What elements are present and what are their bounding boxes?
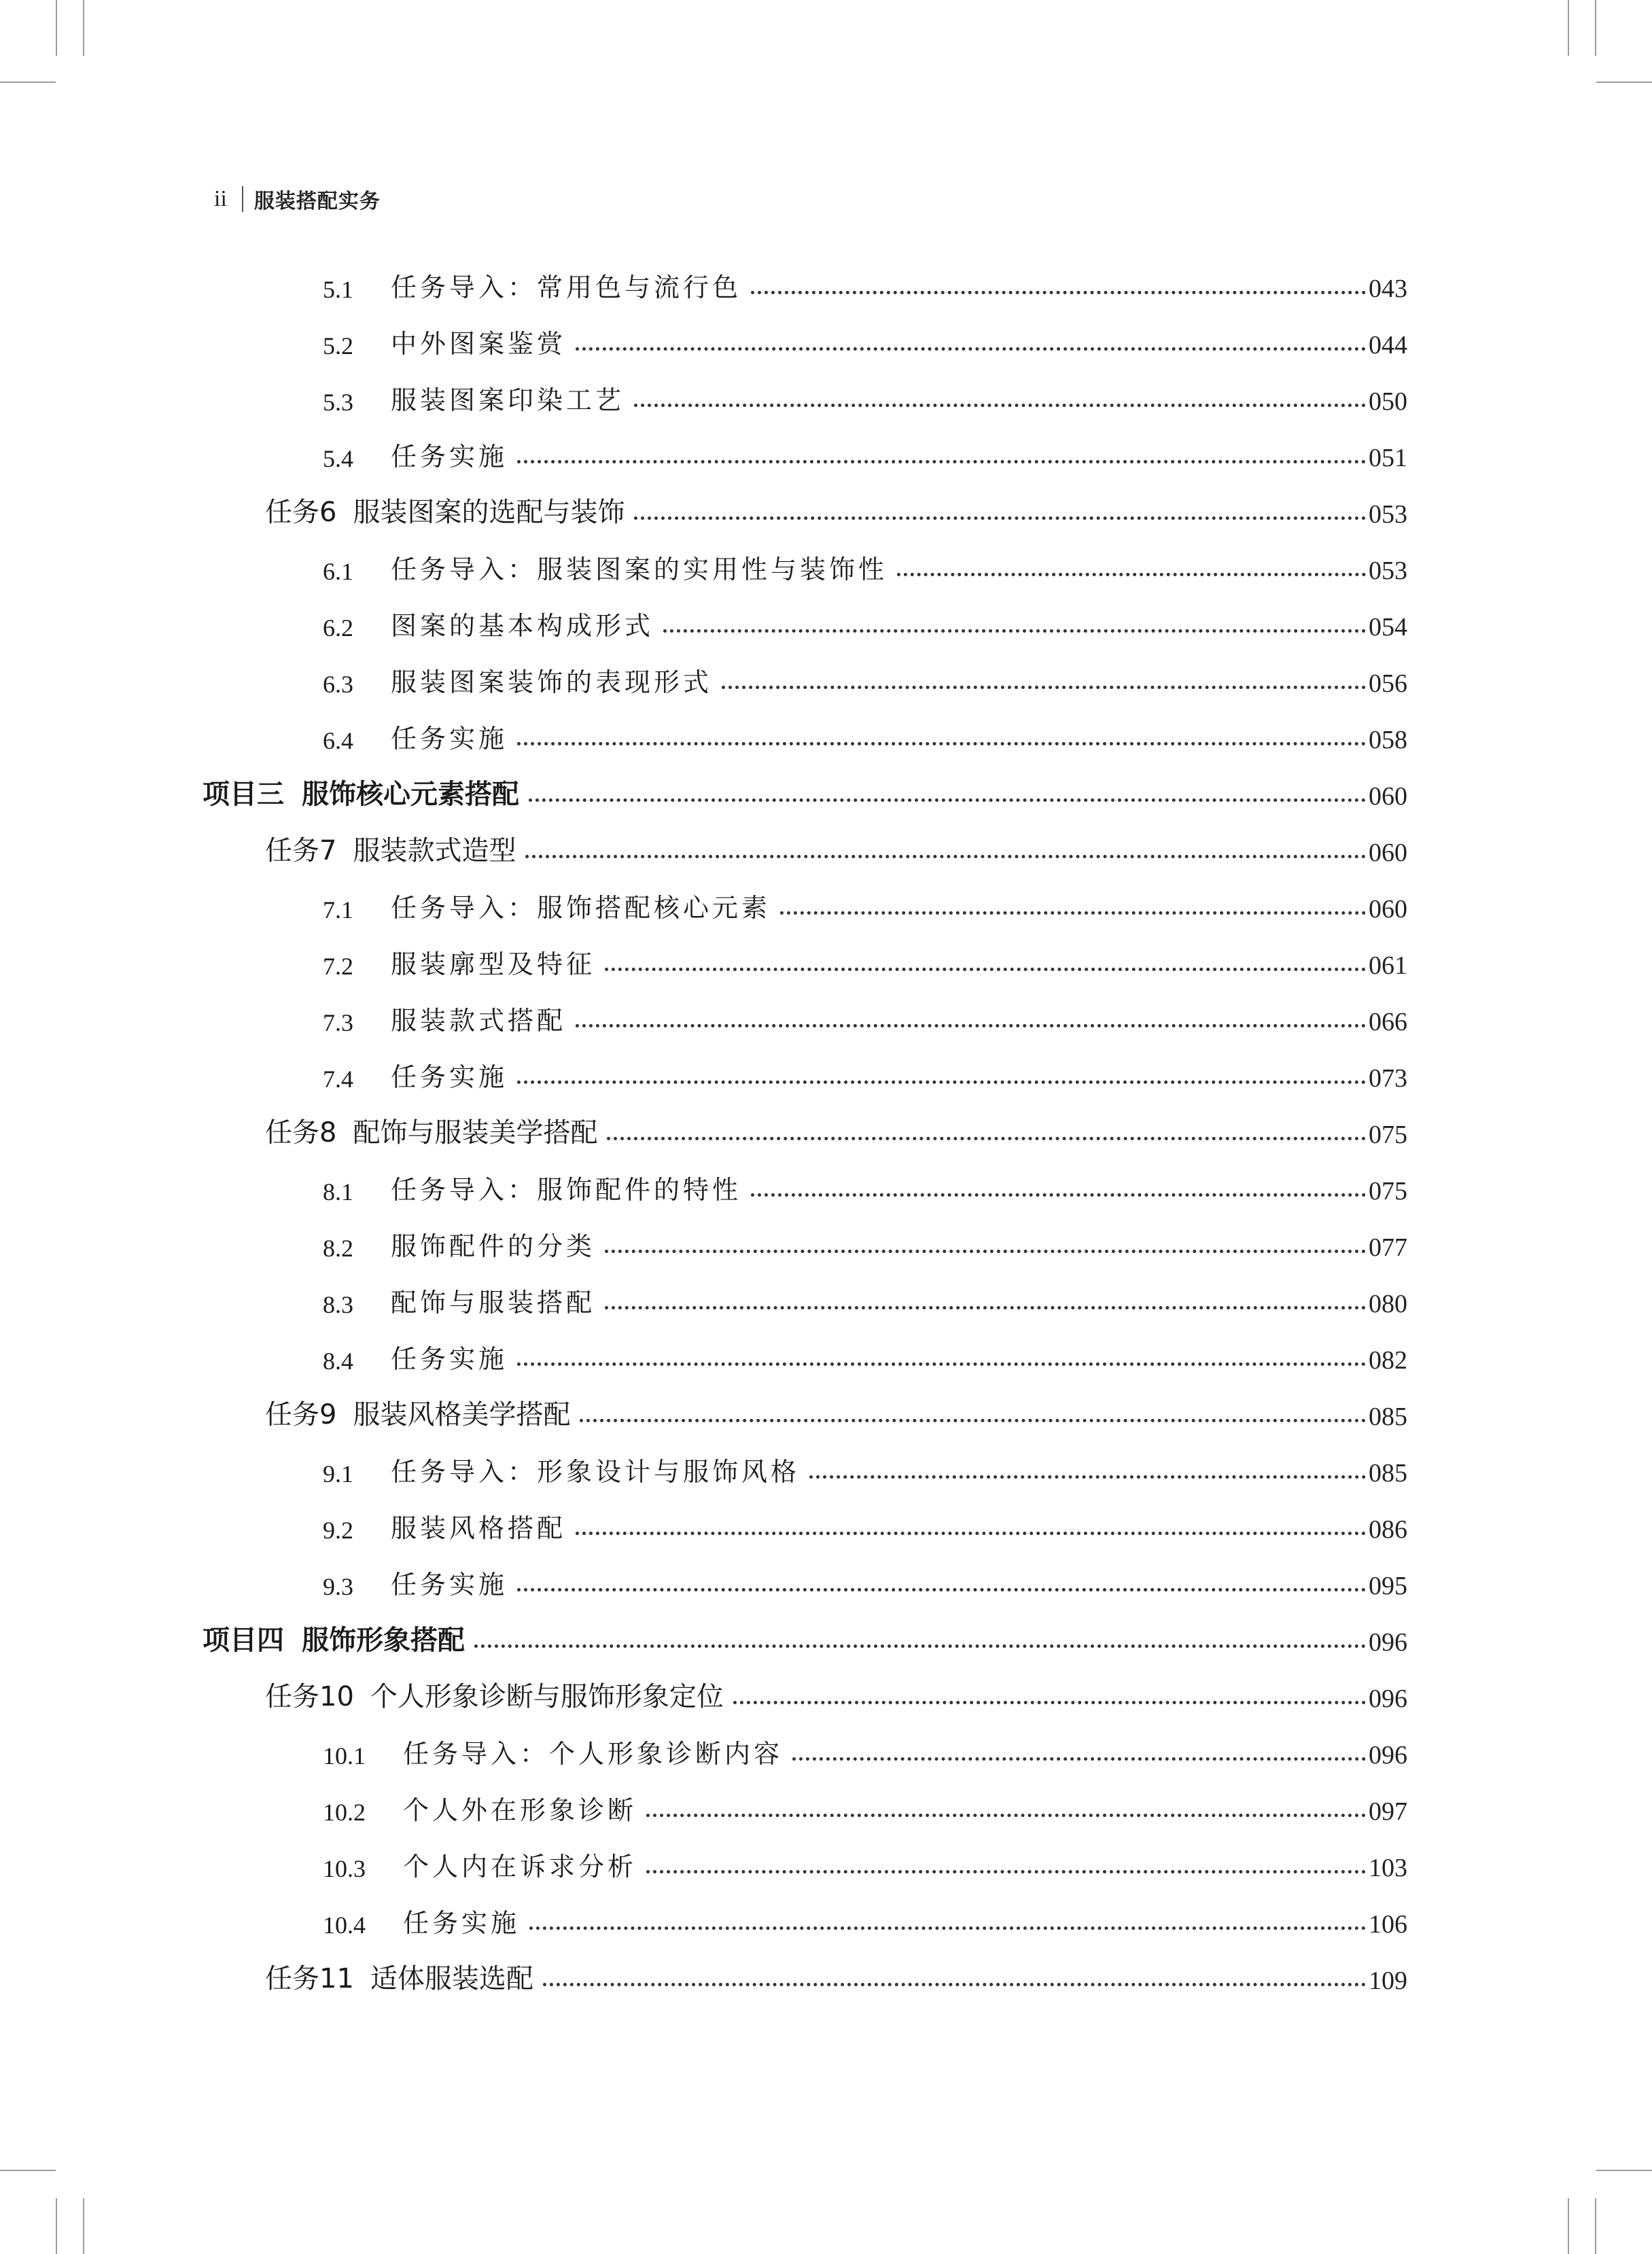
toc-entry-title: 服装款式造型 <box>353 835 516 866</box>
toc-entry-title: 适体服装选配 <box>370 1963 533 1994</box>
header-separator <box>242 186 243 212</box>
toc-entry-sub[interactable] <box>323 1784 1407 1827</box>
toc-entry-number: 6.4 <box>323 727 353 754</box>
toc-dot-leader <box>543 1983 1366 1986</box>
toc-entry-sub[interactable] <box>323 995 1407 1037</box>
toc-entry-sub[interactable] <box>323 713 1407 755</box>
toc-entry-title: 任务实施 <box>403 1908 521 1938</box>
toc-entry-number: 9.1 <box>323 1460 353 1487</box>
toc-entry-number: 9.3 <box>323 1573 353 1600</box>
toc-entry-number: 6.3 <box>323 671 353 698</box>
toc-entry-title: 服饰核心元素搭配 <box>302 779 519 810</box>
toc-entry-title: 任务导入：服饰搭配核心元素 <box>391 893 771 923</box>
toc-entry-number: 8.2 <box>323 1235 353 1262</box>
toc-entry-title: 个人形象诊断与服饰形象定位 <box>370 1681 724 1712</box>
toc-entry-title: 服装图案印染工艺 <box>391 385 625 415</box>
toc-dot-leader <box>605 1306 1366 1309</box>
toc-page-number: 085 <box>1369 1459 1407 1487</box>
toc-page-number: 060 <box>1369 895 1407 923</box>
crop-mark-bottom-right-v2 <box>1595 2198 1596 2254</box>
toc-entry-task[interactable] <box>265 1672 1407 1714</box>
toc-dot-leader <box>751 1193 1366 1197</box>
toc-page-number: 082 <box>1369 1346 1407 1375</box>
toc-entry-number: 6.2 <box>323 614 353 641</box>
toc-entry-task[interactable] <box>265 1108 1407 1150</box>
toc-entry-number: 5.1 <box>323 276 353 303</box>
toc-entry-sub[interactable] <box>323 656 1407 699</box>
toc-entry-number: 7.1 <box>323 896 353 923</box>
toc-entry-number: 10.3 <box>323 1855 366 1882</box>
toc-dot-leader <box>722 686 1366 689</box>
toc-entry-number: 5.3 <box>323 389 353 416</box>
toc-entry-sub[interactable] <box>323 1164 1407 1206</box>
toc-dot-leader <box>474 1644 1366 1648</box>
toc-entry-sub[interactable] <box>323 1897 1407 1939</box>
toc-entry-title: 图案的基本构成形式 <box>391 611 654 641</box>
toc-page-number: 056 <box>1369 669 1407 698</box>
toc-page-number: 095 <box>1369 1572 1407 1600</box>
toc-entry-number: 任务6 <box>265 497 337 528</box>
toc-entry-number: 9.2 <box>323 1517 353 1544</box>
toc-entry-title: 任务实施 <box>391 724 508 754</box>
toc-dot-leader <box>605 968 1366 971</box>
toc-entry-task[interactable] <box>265 1954 1407 1996</box>
toc-entry-number: 8.4 <box>323 1348 353 1375</box>
toc-entry-task[interactable] <box>265 826 1407 868</box>
toc-page-number: 060 <box>1369 782 1407 811</box>
toc-entry-title: 服装图案的选配与装饰 <box>353 497 625 528</box>
toc-page-number: 058 <box>1369 726 1407 754</box>
toc-entry-title: 任务实施 <box>391 1344 508 1374</box>
toc-dot-leader <box>897 573 1366 576</box>
toc-entry-number: 10.1 <box>323 1742 366 1769</box>
toc-entry-number: 10.2 <box>323 1799 366 1826</box>
toc-page-number: 050 <box>1369 387 1407 416</box>
toc-entry-number: 10.4 <box>323 1912 366 1939</box>
toc-entry-sub[interactable] <box>323 600 1407 642</box>
toc-dot-leader <box>576 347 1366 351</box>
toc-dot-leader <box>517 742 1366 745</box>
toc-entry-sub[interactable] <box>323 431 1407 473</box>
crop-mark-bottom-left-h <box>0 2170 56 2171</box>
toc-entry-number: 8.1 <box>323 1178 353 1205</box>
toc-page-number: 044 <box>1369 331 1407 359</box>
toc-entry-sub[interactable] <box>323 882 1407 924</box>
toc-dot-leader <box>663 629 1366 633</box>
toc-page-number: 085 <box>1369 1403 1407 1431</box>
toc-entry-number: 任务8 <box>265 1117 337 1148</box>
toc-dot-leader <box>517 1362 1366 1366</box>
toc-dot-leader <box>576 1532 1366 1535</box>
crop-mark-bottom-left-v2 <box>83 2198 84 2254</box>
toc-dot-leader <box>605 1250 1366 1253</box>
running-header <box>214 182 381 216</box>
toc-entry-title: 配饰与服装搭配 <box>391 1288 596 1318</box>
toc-entry-number: 7.4 <box>323 1066 353 1093</box>
toc-page-number: 051 <box>1369 444 1407 472</box>
toc-entry-sub[interactable] <box>323 1446 1407 1488</box>
toc-entry-sub[interactable] <box>323 544 1407 586</box>
toc-dot-leader <box>529 798 1366 802</box>
toc-page-number: 066 <box>1369 1008 1407 1036</box>
crop-mark-top-right-h <box>1596 82 1652 83</box>
toc-entry-title: 服装廓型及特征 <box>391 949 596 979</box>
toc-page-number: 097 <box>1369 1797 1407 1826</box>
toc-page-number: 061 <box>1369 951 1407 980</box>
toc-dot-leader <box>733 1701 1366 1704</box>
toc-dot-leader <box>751 291 1366 294</box>
crop-mark-bottom-right-v1 <box>1568 2198 1569 2254</box>
toc-dot-leader <box>634 516 1366 520</box>
toc-entry-title: 任务实施 <box>391 1570 508 1600</box>
toc-entry-sub[interactable] <box>323 318 1407 360</box>
toc-entry-sub[interactable] <box>323 1502 1407 1545</box>
toc-entry-title: 服装风格美学搭配 <box>353 1399 571 1430</box>
toc-entry-project[interactable] <box>203 1615 1407 1657</box>
toc-entry-title: 个人外在形象诊断 <box>403 1795 637 1825</box>
toc-entry-number: 8.3 <box>323 1291 353 1318</box>
toc-dot-leader <box>517 1080 1366 1084</box>
toc-dot-leader <box>580 1419 1366 1422</box>
toc-entry-task[interactable] <box>265 1390 1407 1432</box>
crop-mark-bottom-left-v1 <box>56 2198 57 2254</box>
toc-entry-sub[interactable] <box>323 1728 1407 1770</box>
toc-dot-leader <box>780 911 1366 915</box>
toc-page-number: 096 <box>1369 1741 1407 1769</box>
crop-mark-top-left-h <box>0 82 56 83</box>
toc-dot-leader <box>792 1757 1366 1761</box>
toc-entry-title: 任务导入：服饰配件的特性 <box>391 1175 742 1205</box>
toc-entry-title: 任务实施 <box>391 442 508 472</box>
toc-entry-sub[interactable] <box>323 1277 1407 1319</box>
toc-page-number: 073 <box>1369 1064 1407 1093</box>
toc-entry-sub[interactable] <box>323 938 1407 981</box>
toc-entry-number: 任务11 <box>265 1963 354 1994</box>
toc-page-number: 075 <box>1369 1177 1407 1205</box>
toc-entry-number: 5.2 <box>323 332 353 359</box>
toc-page-number: 096 <box>1369 1628 1407 1657</box>
toc-dot-leader <box>517 460 1366 463</box>
toc-entry-number: 5.4 <box>323 445 353 472</box>
toc-page-number: 060 <box>1369 839 1407 867</box>
toc-entry-number: 任务10 <box>265 1681 354 1712</box>
toc-entry-number: 6.1 <box>323 558 353 585</box>
toc-entry-sub[interactable] <box>323 1333 1407 1375</box>
toc-page-number: 054 <box>1369 613 1407 641</box>
toc-dot-leader <box>517 1588 1366 1591</box>
toc-entry-task[interactable] <box>265 487 1407 529</box>
page-folio: ii <box>214 186 227 211</box>
toc-entry-title: 服装款式搭配 <box>391 1006 567 1036</box>
toc-page-number: 106 <box>1369 1910 1407 1939</box>
crop-mark-top-left-v1 <box>56 0 57 56</box>
toc-dot-leader <box>576 1024 1366 1027</box>
toc-entry-number: 7.2 <box>323 953 353 980</box>
toc-page-number: 096 <box>1369 1685 1407 1713</box>
toc-entry-number: 任务7 <box>265 835 337 866</box>
toc-entry-title: 配饰与服装美学搭配 <box>353 1117 598 1148</box>
toc-dot-leader <box>525 855 1366 858</box>
toc-page-number: 109 <box>1369 1967 1407 1995</box>
toc-page-number: 086 <box>1369 1515 1407 1544</box>
toc-entry-title: 任务导入：常用色与流行色 <box>391 272 742 302</box>
toc-dot-leader <box>529 1926 1366 1930</box>
crop-mark-top-right-v2 <box>1595 0 1596 56</box>
toc-page-number: 103 <box>1369 1854 1407 1882</box>
toc-page-number: 077 <box>1369 1233 1407 1262</box>
toc-entry-sub[interactable] <box>323 1841 1407 1883</box>
toc-entry-title: 中外图案鉴赏 <box>391 329 567 359</box>
toc-entry-title: 服装图案装饰的表现形式 <box>391 667 713 697</box>
toc-entry-title: 服饰配件的分类 <box>391 1231 596 1261</box>
crop-mark-bottom-right-h <box>1596 2170 1652 2171</box>
toc-page-number: 053 <box>1369 500 1407 529</box>
toc-entry-title: 任务实施 <box>391 1062 508 1092</box>
toc-entry-sub[interactable] <box>323 1220 1407 1263</box>
toc-entry-number: 项目四 <box>203 1625 284 1656</box>
crop-mark-top-left-v2 <box>83 0 84 56</box>
toc-entry-title: 任务导入：形象设计与服饰风格 <box>391 1457 801 1487</box>
toc-entry-sub[interactable] <box>323 374 1407 417</box>
toc-entry-title: 服装风格搭配 <box>391 1513 567 1543</box>
book-title: 服装搭配实务 <box>253 190 381 213</box>
toc-page-number: 043 <box>1369 275 1407 303</box>
toc-dot-leader <box>809 1475 1366 1479</box>
toc-entry-title: 任务导入：个人形象诊断内容 <box>403 1739 784 1769</box>
toc-entry-sub[interactable] <box>323 1559 1407 1601</box>
toc-entry-number: 任务9 <box>265 1399 337 1430</box>
toc-entry-title: 任务导入：服装图案的实用性与装饰性 <box>391 554 888 584</box>
toc-dot-leader <box>646 1814 1366 1817</box>
toc-entry-number: 7.3 <box>323 1009 353 1036</box>
toc-page-number: 075 <box>1369 1121 1407 1149</box>
toc-page-number: 053 <box>1369 557 1407 585</box>
toc-entry-sub[interactable] <box>323 1051 1407 1093</box>
crop-mark-top-right-v1 <box>1568 0 1569 56</box>
toc-dot-leader <box>607 1137 1366 1140</box>
toc-entry-title: 服饰形象搭配 <box>302 1625 465 1656</box>
toc-entry-number: 项目三 <box>203 779 284 810</box>
toc-page-number: 080 <box>1369 1290 1407 1318</box>
toc-dot-leader <box>634 404 1366 407</box>
toc-entry-sub[interactable] <box>323 262 1407 304</box>
toc-entry-project[interactable] <box>203 769 1407 811</box>
toc-entry-title: 个人内在诉求分析 <box>403 1852 637 1882</box>
toc-dot-leader <box>646 1870 1366 1873</box>
